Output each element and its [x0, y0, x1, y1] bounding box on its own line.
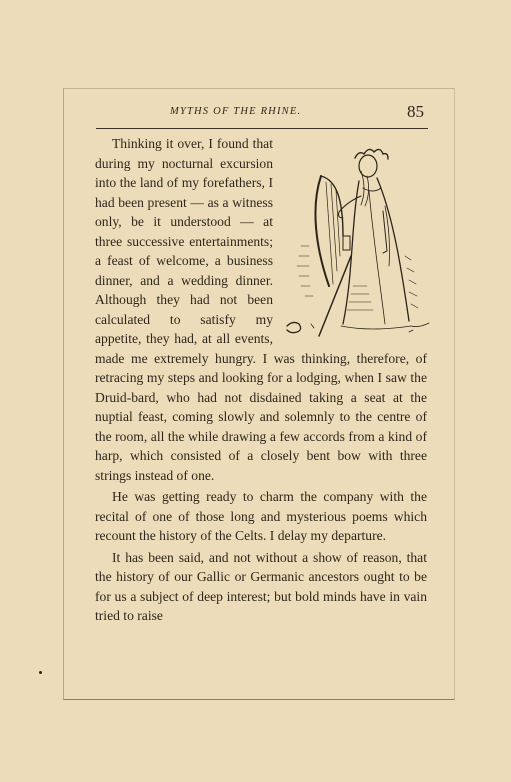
- illustration: [281, 136, 431, 345]
- paragraph-3: It has been said, and not without a show of reason, that the history of our Gallic or Germanic ancestors ought to be for us a subject of deep interest; but bold minds have in vain tried to raise: [95, 549, 427, 623]
- body-text: [95, 134, 427, 626]
- druid-bard-illustration-icon: [281, 136, 431, 345]
- print-speck: [39, 671, 42, 674]
- page-number: 85: [407, 102, 424, 121]
- running-title: MYTHS OF THE RHINE.: [170, 106, 302, 117]
- paragraph-1-text: Thinking it over, I found that during my nocturnal excursion into the land of my forefathers, I had been present — as a witness only, be it understood — at three successive entertainments; a feast of welcome, a business dinner, and a wedding dinner. Although they had not been calculated to satisfy my appetite, they had, at all events, made me extremely hungry. I was thinking, therefore, of retracing my steps and looking for a lodging, when I saw the Druid-bard, who had not disdained taking a seat at the nuptial feast, coming slowly and solemnly to the centre of the room, all the while drawing a few accords from a kind of harp, which consisted of a closely bent bow with three strings instead of one.: [95, 136, 427, 483]
- paragraph-1: [95, 134, 427, 485]
- header-rule: [96, 128, 428, 129]
- running-head: [96, 103, 428, 125]
- paragraph-2: He was getting ready to charm the company with the recital of one of those long and mysterious poems which recount the history of the Celts. I delay my departure.: [95, 489, 427, 543]
